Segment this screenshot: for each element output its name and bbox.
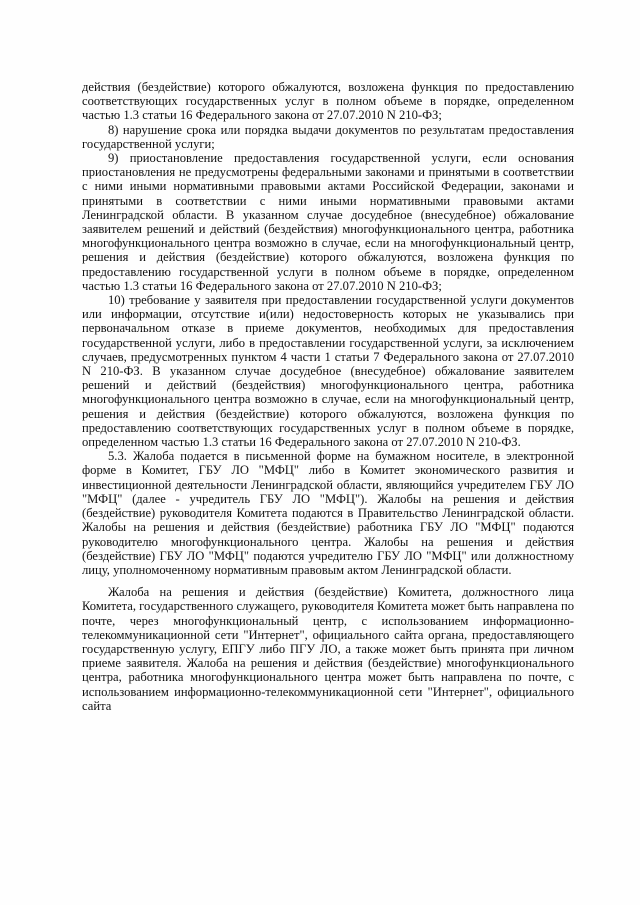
paragraph-item-8: 8) нарушение срока или порядка выдачи документов по результатам предоставления государственной услуги;	[82, 122, 574, 151]
document-body	[82, 80, 574, 713]
paragraph-item-9: 9) приостановление предоставления государственной услуги, если основания приостановления не предусмотрены федеральными законами и принятыми в соответствии с ними иными нормативными правовыми актами Российской Федерации, законами и принятыми в соответствии с ними иными нормативными правовыми актами Ленинградской области. В указанном случае досудебное (внесудебное) обжалование заявителем решений и действий (бездействия) многофункционального центра, работника многофункционального центра возможно в случае, если на многофункциональный центр, решения и действия (бездействие) которого обжалуются, возложена функция по предоставлению государственной услуги в полном объеме в порядке, определенном частью 1.3 статьи 16 Федерального закона от 27.07.2010 N 210-ФЗ;	[82, 151, 574, 293]
paragraph-continuation: действия (бездействие) которого обжалуются, возложена функция по предоставлению соответствующих государственных услуг в полном объеме в порядке, определенном частью 1.3 статьи 16 Федерального закона от 27.07.2010 N 210-ФЗ;	[82, 80, 574, 123]
paragraph-item-10: 10) требование у заявителя при предоставлении государственной услуги документов или информации, отсутствие и(или) недостоверность которых не указывались при первоначальном отказе в приеме документов, необходимых для предоставления государственной услуги, либо в предоставлении государственной услуги, за исключением случаев, предусмотренных пунктом 4 части 1 статьи 7 Федерального закона от 27.07.2010 N 210-ФЗ. В указанном случае досудебное (внесудебное) обжалование заявителем решений и действий (бездействия) многофункционального центра, работника многофункционального центра возможно в случае, если на многофункциональный центр, решения и действия (бездействие) которого обжалуются, возложена функция по предоставлению соответствующих государственных услуг в полном объеме в порядке, определенном частью 1.3 статьи 16 Федерального закона от 27.07.2010 N 210-ФЗ.	[82, 293, 574, 450]
paragraph-section-5-3: 5.3. Жалоба подается в письменной форме на бумажном носителе, в электронной форме в Комитет, ГБУ ЛО "МФЦ" либо в Комитет экономического развития и инвестиционной деятельности Ленинградской области, являющийся учредителем ГБУ ЛО "МФЦ" (далее - учредитель ГБУ ЛО "МФЦ"). Жалобы на решения и действия (бездействие) руководителя Комитета подаются в Правительство Ленинградской области. Жалобы на решения и действия (бездействие) работника ГБУ ЛО "МФЦ" подаются руководителю многофункционального центра. Жалобы на решения и действия (бездействие) ГБУ ЛО "МФЦ" подаются учредителю ГБУ ЛО "МФЦ" или должностному лицу, уполномоченному нормативным правовым актом Ленинградской области.	[82, 449, 574, 577]
paragraph-complaint-channels: Жалоба на решения и действия (бездействие) Комитета, должностного лица Комитета, государственного служащего, руководителя Комитета может быть направлена по почте, через многофункциональный центр, с использованием информационно-телекоммуникационной сети "Интернет", официального сайта органа, предоставляющего государственную услугу, ЕПГУ либо ПГУ ЛО, а также может быть принята при личном приеме заявителя. Жалоба на решения и действия (бездействие) многофункционального центра, работника многофункционального центра может быть направлена по почте, с использованием информационно-телекоммуникационной сети "Интернет", официального сайта	[82, 585, 574, 713]
